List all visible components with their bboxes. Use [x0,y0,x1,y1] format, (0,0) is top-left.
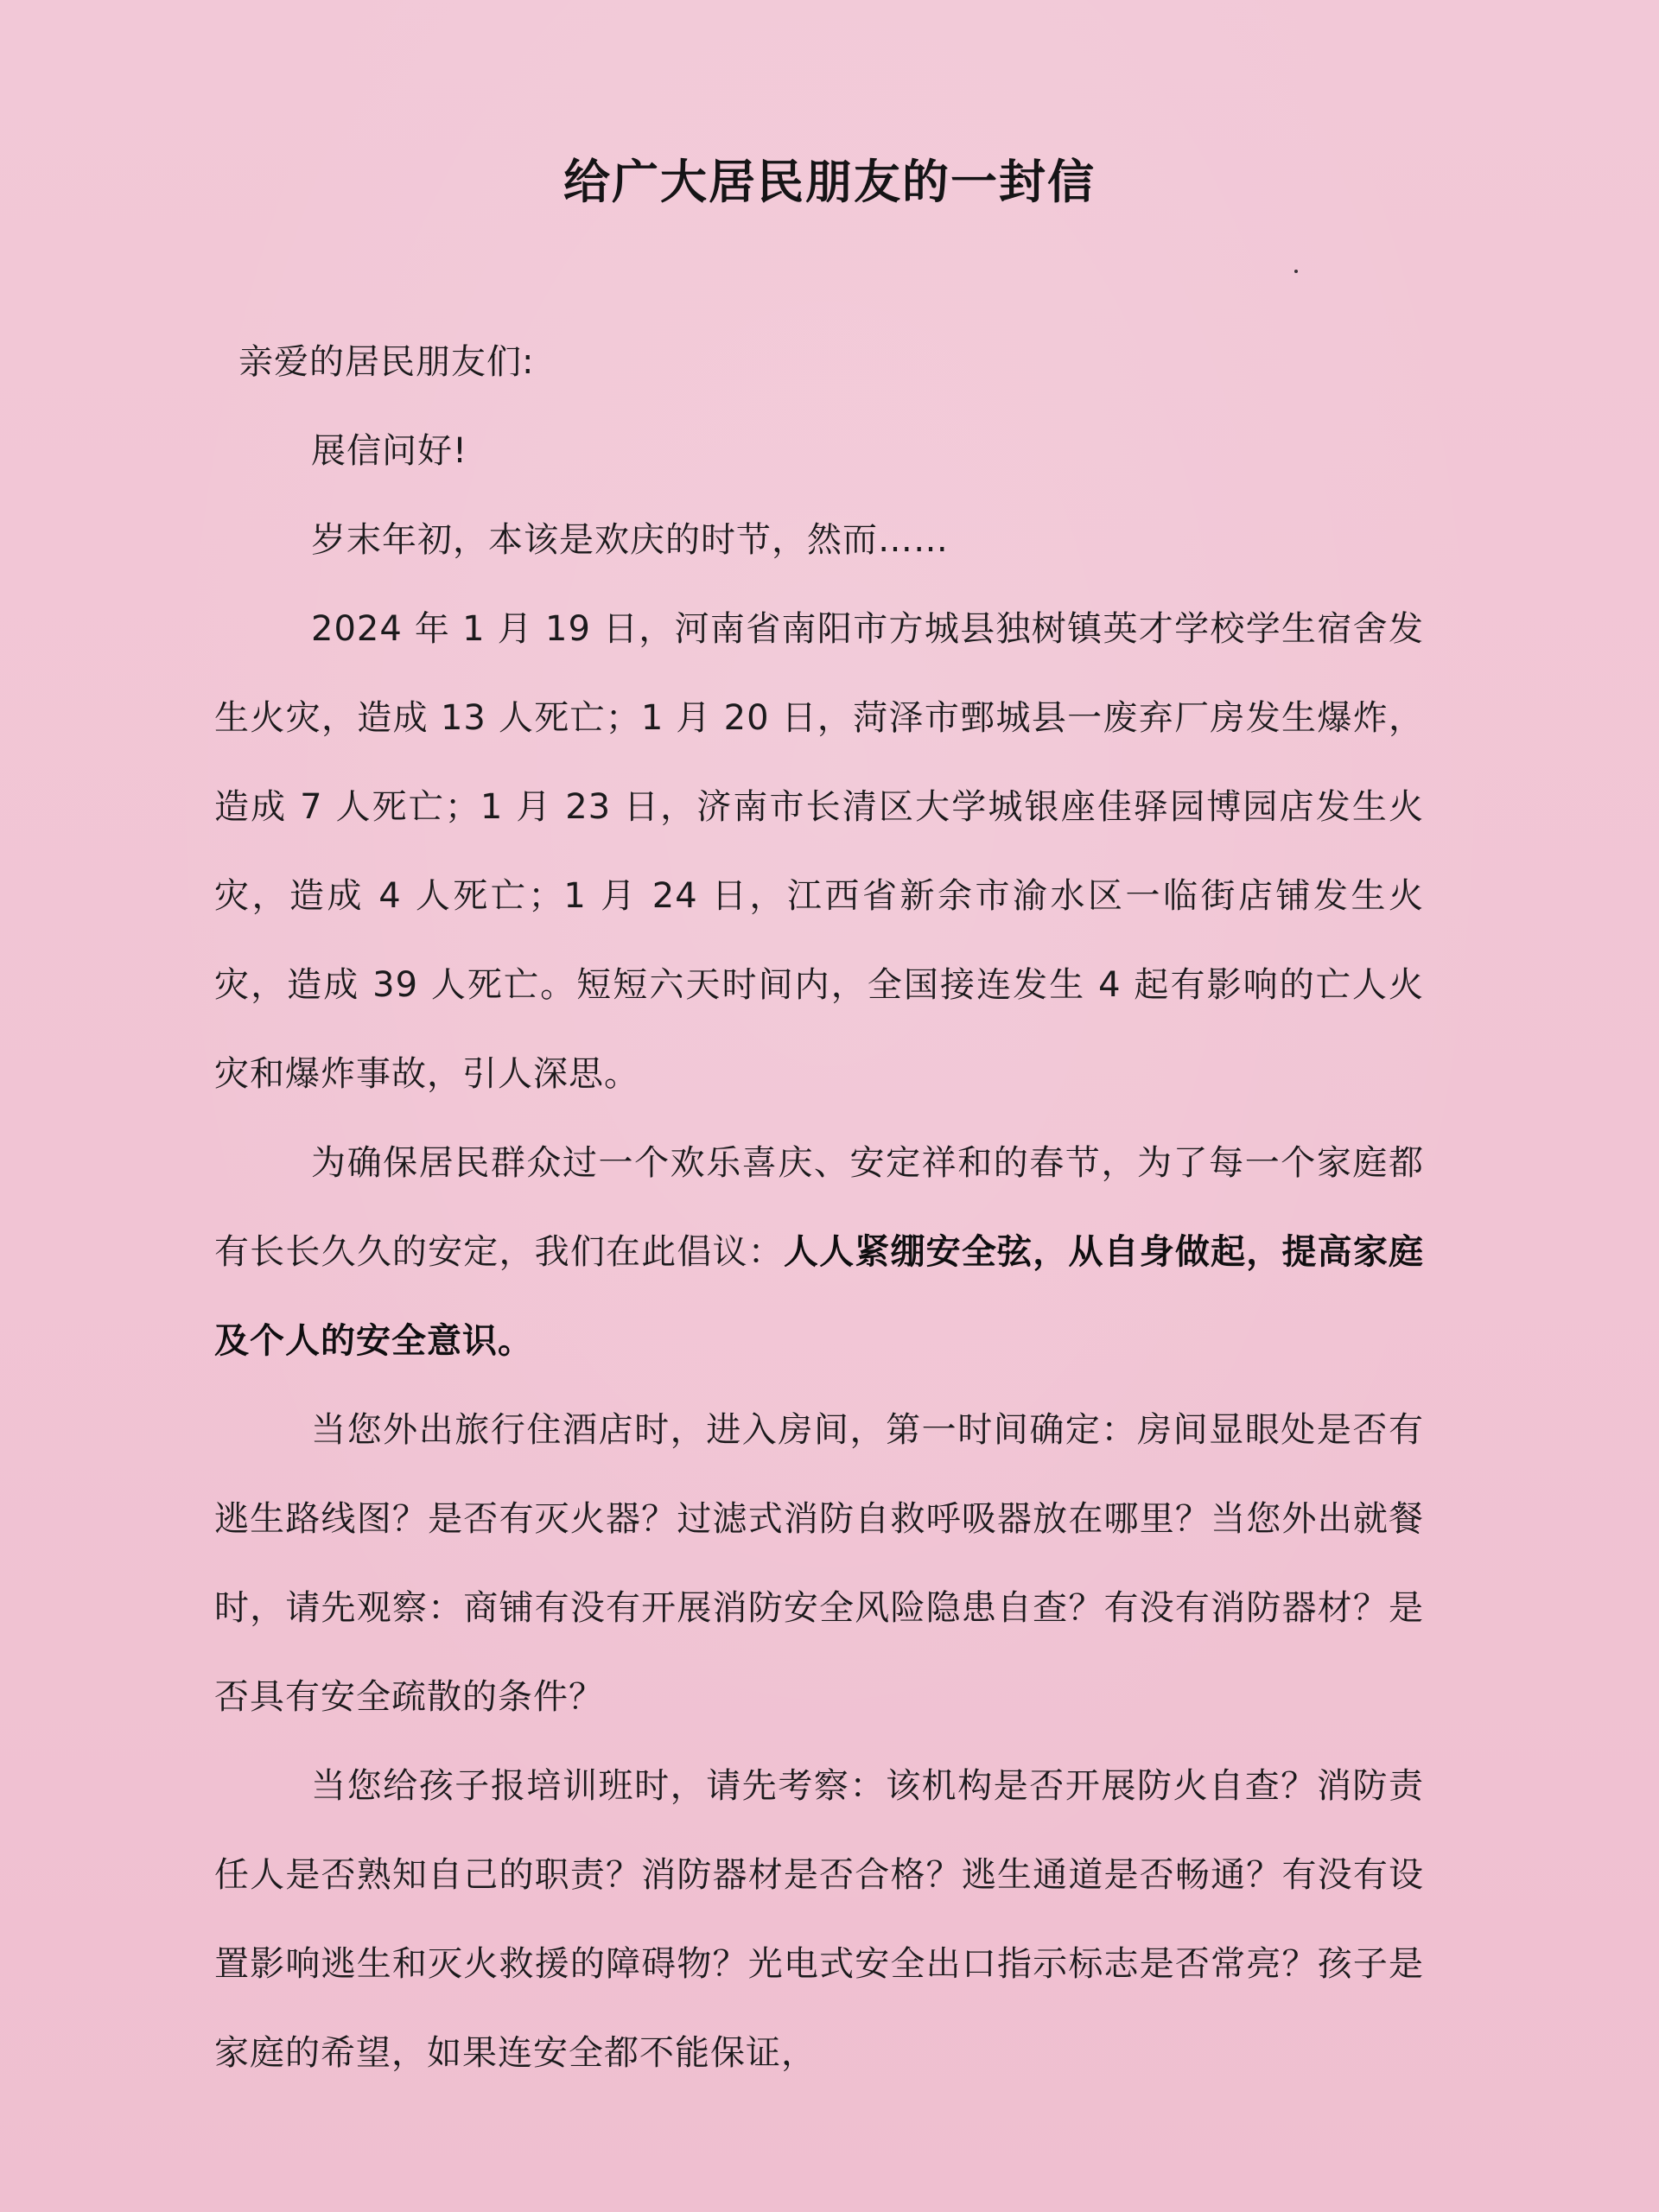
hotel-dining-paragraph: 当您外出旅行住酒店时，进入房间，第一时间确定：房间显眼处是否有逃生路线图？是否有灭火器？过滤式消防自救呼吸器放在哪里？当您外出就餐时，请先观察：商铺有没有开展消防安全风险隐患自查？有没有消防器材？是否具有安全疏散的条件？ [214,1410,1424,1717]
intro-paragraph: 岁末年初，本该是欢庆的时节，然而…… [311,520,949,560]
page-title: 给广大居民朋友的一封信 [563,155,1096,209]
letter-body [214,318,1424,2098]
ink-speck [1294,270,1298,273]
salutation: 亲爱的居民朋友们: [238,342,535,382]
greeting: 展信问好! [311,431,468,471]
appeal-bold-text: 人人紧绷安全弦，从自身做起，提高家庭及个人的安全意识。 [214,1232,1425,1361]
accidents-paragraph: 2024 年 1 月 19 日，河南省南阳市方城县独树镇英才学校学生宿舍发生火灾，造成 13 人死亡；1 月 20 日，菏泽市鄄城县一废弃厂房发生爆炸，造成 7 人死亡；1 月 23 日，济南市长清区大学城银座佳驿园博园店发生火灾，造成 4 人死亡；1 月 24 日，江西省新余市渝水区一临街店铺发生火灾，造成 39 人死亡。短短六天时间内，全国接连发生 4 起有影响的亡人火灾和爆炸事故，引人深思。 [214,609,1424,1094]
appeal-paragraph [214,1119,1424,1386]
appeal-lead-text: 为确保居民群众过一个欢乐喜庆、安定祥和的春节，为了每一个家庭都有长长久久的安定，我们在此倡议： [214,1143,1424,1272]
training-paragraph: 当您给孩子报培训班时，请先考察：该机构是否开展防火自查？消防责任人是否熟知自己的职责？消防器材是否合格？逃生通道是否畅通？有没有设置影响逃生和灭火救援的障碍物？光电式安全出口指示标志是否常亮？孩子是家庭的希望，如果连安全都不能保证， [214,1766,1424,2073]
